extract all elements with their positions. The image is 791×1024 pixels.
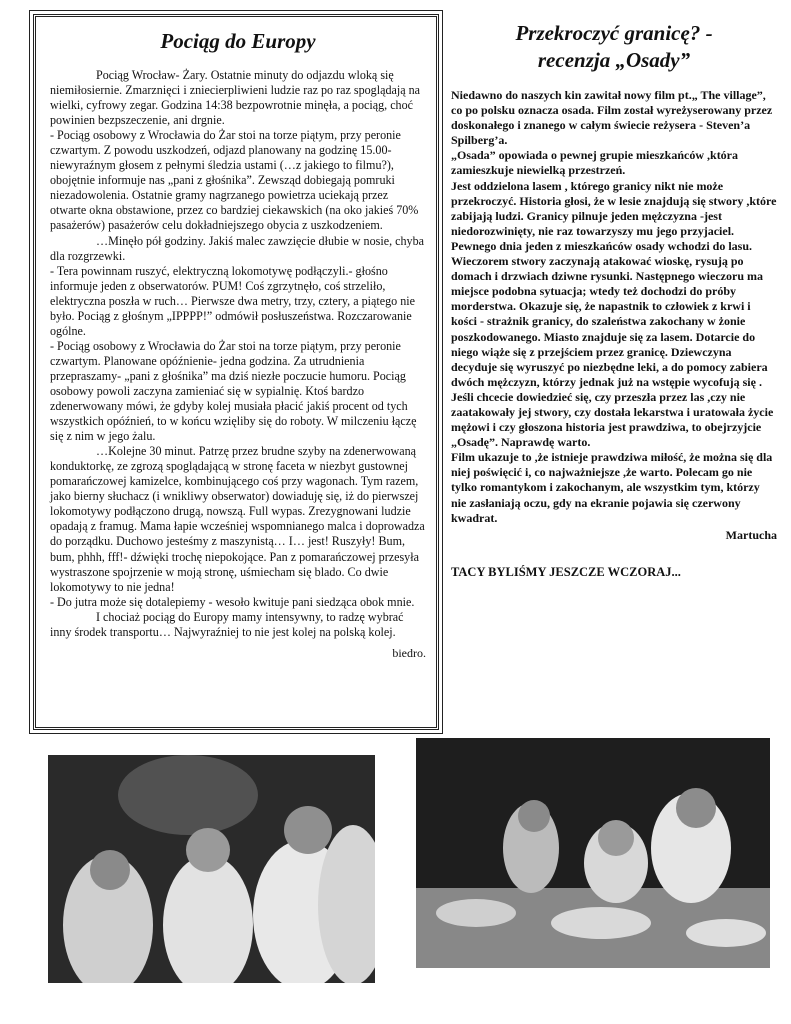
left-paragraph: Pociąg Wrocław- Żary. Ostatnie minuty do odjazdu wloką się niemiłosiernie. Zmarznięci i zniecierpliwieni ludzie raz po raz spoglądają na wielki, cyfrowy zegar. Godzina 14:38 bezpowrotnie minęła, a pociąg, choć powinien bezpszeczenie, ani drgnie. xyxy=(50,68,421,128)
right-article xyxy=(451,20,777,580)
right-paragraph: Film ukazuje to ,że istnieje prawdziwa miłość, że można się dla niej poświęcić i, co najważniejsze ,że warto. Polecam go nie tylko romantykom i zakochanym, ale wszystkim tym, którzy nie zasłaniają oczu, gdy na ekranie pojawia się czerwony kwadrat. xyxy=(451,450,773,525)
left-paragraph: …Minęło pół godziny. Jakiś malec zawzięcie dłubie w nosie, chyba dla rozgrzewki. xyxy=(50,233,425,263)
left-paragraph: …Kolejne 30 minut. Patrzę przez brudne szyby na zdenerwowaną konduktorkę, ze zgrozą spoglądającą w stronę faceta w niezbyt gustownej pomarańczowej kamizelce, kombinującego coś przy wagonach. Tym razem, jako bierny słuchacz (i wnikliwy obserwator) dowiaduję się, iż do pierwszej lokomotywy podłączono drugą, nowszą. Full wypas. Zrezygnowani ludzie opadają z framug. Mama łapie wcześniej wspomnianego malca i doprowadza do porządku. Duchowo jesteśmy z maszynistą… I… jest! Ruszyły! Bum, bum, phhh, fff!- dźwięki trochę niepokojące. Pan z pomarańczowej przesyła wystraszone spojrzenie w moją stronę, uśmiecham się blado. Co dwie lokomotywy to nie jedna! xyxy=(50,444,425,594)
right-paragraph: Niedawno do naszych kin zawitał nowy film pt.„ The village”, co po polsku oznacza osada. Film został wyreżyserowany przez doskonałego i znanego w całym świecie reżysera - Steven’a Spilberg’a. xyxy=(451,88,773,148)
right-article-title xyxy=(451,20,777,74)
class-photo-right-illustration xyxy=(416,738,770,968)
right-article-body xyxy=(451,88,777,580)
left-article-title: Pociąg do Europy xyxy=(160,29,316,53)
right-paragraph: Jest oddzielona lasem , którego granicy nikt nie może przekroczyć. Historia głosi, że w lesie znajdują się stwory ,które zabijają ludzi. Granicy pilnuje jeden mężczyzna -jest niedorozwinięty, nie raz towarzyszy mu jego przyjaciel. Pewnego dnia jeden z mieszkańców osady wchodzi do lasu. Wieczorem stwory zaczynają atakować wioskę, rysują po domach i drzwiach dziwne rysunki. Następnego wieczoru ma miejsce podobna sytuacja; wtedy też dochodzi do próby morderstwa. Okazuje się, że napastnik to człowiek z krwi i kości - strażnik granicy, do szaleństwa zakochany w żonie poszkodowanego. Miasto znajduje się za lasem. Dotarcie do niego wiąże się z przejściem przez granicę. Dziewczyna decyduje się wyruszyć po niezbędne leki, a do pomocy zabiera dwóch mężczyzn, którzy jednak już na wstępie wycofują się . xyxy=(451,178,777,389)
left-article-signature: biedro. xyxy=(392,645,426,660)
class-photo-left xyxy=(48,755,375,983)
right-title-line-1: Przekroczyć granicę? - xyxy=(515,21,713,45)
right-article-signature: Martucha xyxy=(725,527,777,542)
left-article-body xyxy=(50,68,426,661)
left-paragraph: - Pociąg osobowy z Wrocławia do Żar stoi na torze piątym, przy peronie czwartym. Z powodu uszkodzeń, odjazd planowany na godzinę 15.00- niewyraźnym głosem z pełnymi śledzia ustami (…z jakiego to filmu?), obojętnie informuje nas „pani z głośnika”. Zewsząd dobiegają pomruki niezadowolenia. Ostatnie gramy nagrzanego powietrza uciekają przez otwarte okna obstawione, przez co bardziej ciekawskich (na oko jakieś 70% pasażerów) pasażerów celu dokładniejszego obycia z uszkodzeniem. xyxy=(50,128,419,233)
class-photo-left-illustration xyxy=(48,755,375,983)
left-paragraph: - Pociąg osobowy z Wrocławia do Żar stoi na torze piątym, przy peronie czwartym. Planowane opóźnienie- jedna godzina. Za utrudnienia przepraszamy- „pani z głośnika” ma dziś niezłe poczucie humoru. Pociąg osobowy powoli zaczyna zamieniać się w sypialnię. Ktoś bardzo zdenerwowany mówi, że gdyby kolej musiała płacić jakiś procent od tych wszystkich opóźnień, to w końcu wzięliby się do roboty. W milczeniu łączę się z nim w jego żalu. xyxy=(50,338,417,444)
right-title-line-2: recenzja „Osady” xyxy=(537,48,691,72)
left-paragraph: - Tera powinnam ruszyć, elektryczną lokomotywę podłączyli.- głośno informuje jeden z obserwatorów. PUM! Coś zgrzytnęło, coś strzeliło, elektryczna poszła w ruch… Pierwsze dwa metry, trzy, cztery, a piątego nie było. Pociąg z głośnym „IPPPP!” odmówił posłuszeństwa. Rozczarowanie ogólne. xyxy=(50,263,416,338)
photo-caption: TACY BYLIŚMY JESZCZE WCZORAJ... xyxy=(451,564,681,579)
left-article-box xyxy=(33,14,439,730)
left-paragraph: - Do jutra może się dotalepiemy - wesoło kwituje pani siedząca obok mnie. xyxy=(50,594,415,609)
right-paragraph: Jeśli chcecie dowiedzieć się, czy przeszła przez las ,czy nie zaatakowały jej stwory, czy dostała lekarstwa i uratowała życie mężowi i czy głoszona historia jest prawdziwa, to obejrzyjcie „Osadę”. Naprawdę warto. xyxy=(451,389,774,450)
right-paragraph: „Osada” opowiada o pewnej grupie mieszkańców ,która zamieszkuje niewielką przestrzeń. xyxy=(451,148,739,178)
left-paragraph: I chociaż pociąg do Europy mamy intensywny, to radzę wybrać inny środek transportu… Najwyraźniej to nie jest kolej na polską kolej. xyxy=(50,609,404,639)
class-photo-right xyxy=(416,738,770,968)
